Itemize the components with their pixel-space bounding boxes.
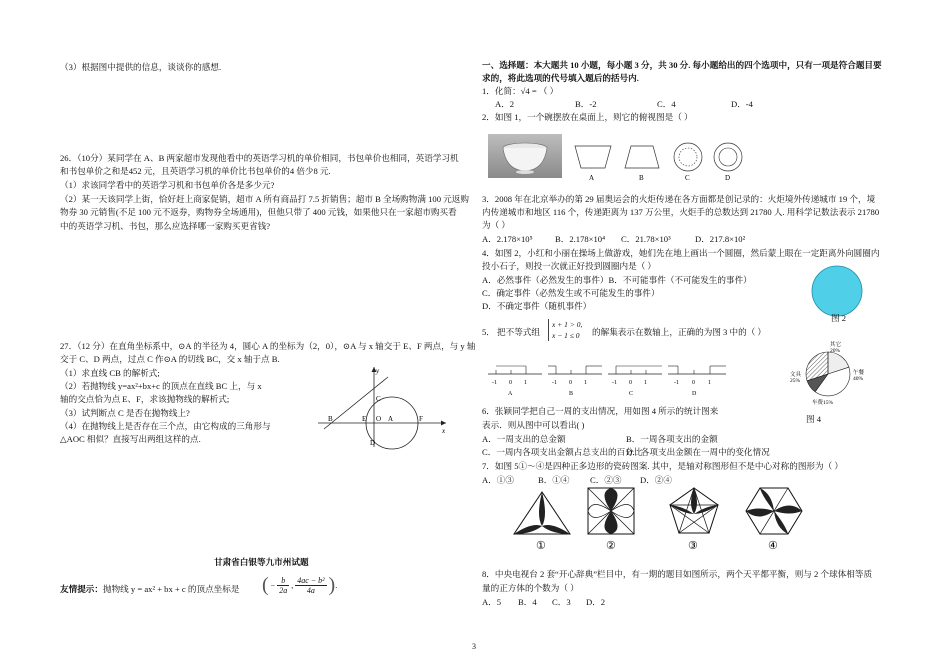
q3-line3: 为（ ） xyxy=(482,220,510,230)
q6-opt-b: B．一周各项支出的金额 xyxy=(626,434,718,444)
nlb-label: B xyxy=(569,391,574,397)
fig-label-f: F xyxy=(419,415,423,423)
q27-line1: 27．（12 分）在直角坐标系中，⊙A 的半径为 4，圆心 A 的坐标为（2，0），⊙A 与 x 轴交于 E、F 两点，与 y 轴 xyxy=(60,341,476,351)
fig-label-b: B xyxy=(328,415,333,423)
fig-label-d: D xyxy=(370,439,376,447)
pie-other-label: 其它 xyxy=(830,342,842,348)
tile-2 xyxy=(588,488,634,552)
q6-line1: 6．张颖同学把自己一周的支出情况，用如图 4 所示的统计图来 xyxy=(482,406,719,416)
section1-line1: 一、选择题：本大题共 10 小题，每小题 3 分，共 30 分. 每小题给出的四个选项中，只有一项是符合题目要 xyxy=(482,60,882,70)
q26-line2: 和书包单价之和是452 元，且英语学习机的单价比书包单价的4 倍少8 元. xyxy=(60,166,331,176)
q3-opt-c: C．21.78×10³ xyxy=(621,234,671,244)
nla-tick-1: 1 xyxy=(524,380,527,386)
q7-opt-c: C．②③ xyxy=(590,475,622,485)
pie-lunch-pct: 40% xyxy=(853,376,864,382)
figure4-label: 图 4 xyxy=(806,414,822,424)
pie-stationery-label: 文具 xyxy=(790,372,802,378)
q8-opt-d: D．2 xyxy=(586,597,606,607)
q2-text: 2．如图 1，一个碗摆放在桌面上，则它的俯视图是（ ） xyxy=(482,112,693,122)
nlb-tick-neg1: -1 xyxy=(552,380,557,386)
tip-label: 友情提示： xyxy=(60,584,103,594)
vertex-x: $\frac{b}{2a}$ xyxy=(279,576,288,595)
q3-opt-a: A．2.178×10⁵ xyxy=(482,234,533,244)
nlc-tick-1: 1 xyxy=(644,380,647,386)
q3-line1: 3．2008 年在北京举办的第 29 届奥运会的火炬传递在各方面都是创记录的：火炬境外传递城市 19 个，境 xyxy=(482,194,876,204)
q3-opt-b: B．2.178×10⁴ xyxy=(555,234,606,244)
bowl-photo xyxy=(488,134,562,178)
tile-3-num: ③ xyxy=(688,540,698,552)
fig-label-y: y xyxy=(376,367,380,375)
q27-line6: （3）试判断点 C 是否在抛物线上? xyxy=(60,408,190,418)
tile-2-num: ② xyxy=(606,540,616,552)
q26-line6: 中的英语学习机、书包，那么应选择哪一家购买更省钱? xyxy=(60,221,271,231)
nld-tick-neg1: -1 xyxy=(674,380,679,386)
tile-1-num: ① xyxy=(536,540,546,552)
q2-label-b: B xyxy=(639,174,644,182)
nla-label: A xyxy=(508,391,513,397)
q27-line8: △AOC 相似？直接写出两组这样的点. xyxy=(60,434,201,444)
q2-label-a: A xyxy=(589,174,595,182)
nlb-tick-0: 0 xyxy=(569,380,572,386)
nlc-tick-0: 0 xyxy=(629,380,632,386)
q2-label-c: C xyxy=(685,174,690,182)
q26-line3: （1）求该同学看中的英语学习机和书包单价各是多少元? xyxy=(60,180,275,190)
q7-opt-a: A．①③ xyxy=(482,475,514,485)
figure4-pie-chart xyxy=(790,338,870,408)
q5-number-lines xyxy=(486,362,736,402)
pie-other-pct: 20% xyxy=(830,348,841,354)
figure2-circle xyxy=(810,264,870,314)
q4-opt-d: D．不确定事件（随机事件） xyxy=(482,301,592,311)
q8-opt-c: C．3 xyxy=(552,597,571,607)
q27-line3: （1）求直线 CB 的解析式; xyxy=(60,368,160,378)
q2-label-d: D xyxy=(725,174,731,182)
pie-lunch-label: 午餐 xyxy=(853,370,865,376)
q25-part3: （3）根据图中提供的信息，谈谈你的感想. xyxy=(60,62,222,72)
numberline-d xyxy=(668,366,726,397)
fig-label-o: O xyxy=(376,415,382,423)
q1-opt-b: B．-2 xyxy=(575,99,597,109)
q4-opt-ab: A．必然事件（必然发生的事件）B．不可能事件（不可能发生的事件） xyxy=(482,275,752,285)
fig-label-x: x xyxy=(442,427,446,435)
nld-tick-0: 0 xyxy=(692,380,695,386)
nla-tick-neg1: -1 xyxy=(492,380,497,386)
q27-line7: （4）在抛物线上是否存在三个点，由它构成的三角形与 xyxy=(60,421,271,431)
q4-opt-c: C．确定事件（必然发生或不可能发生的事件） xyxy=(482,288,660,298)
q6-opt-c: C．一周内各项支出金额占总支出的百分比 xyxy=(482,447,643,457)
pie-stationery-pct: 25% xyxy=(790,378,801,384)
page-number: 3 xyxy=(472,642,476,651)
q7-opt-b: B．①④ xyxy=(538,475,570,485)
section1-line2: 求的，将此选项的代号填入题后的括号内. xyxy=(482,73,639,83)
q3-line2: 内传递城市和地区 116 个，传递距离为 137 万公里，火炬手的总数达到 21780 人. 用科学记数法表示 21780 xyxy=(482,207,880,217)
q5-ineq1: x + 1 > 0, xyxy=(552,320,583,329)
q27-line5: 轴的交点恰为点 E、F，求该抛物线的解析式; xyxy=(60,394,230,404)
q1-opt-d: D．-4 xyxy=(731,99,753,109)
numberline-b xyxy=(548,366,602,397)
q8-opt-a: A．5 xyxy=(482,597,502,607)
q26-line5: 物券 30 元销售(不足 100 元不返券，购物券全场通用)，但他只带了 400 元钱，如果他只在一家超市购买看 xyxy=(60,207,457,217)
q26-line4: （2）某一天该同学上街，恰好赶上商家促销，超市 A 所有商品打 7.5 折销售；超市 B 全场购物满 100 元返购 xyxy=(60,194,469,204)
friendly-tip xyxy=(60,584,239,595)
q27-line2: 交于 C、D 两点，过点 C 作⊙A 的切线 BC，交 x 轴于点 B. xyxy=(60,354,280,364)
q8-line1: 8．中央电视台 2 套“开心辞典”栏目中，有一期的题目如图所示，两个天平都平衡，则与 2 个球体相等质 xyxy=(482,569,873,579)
q8-opt-b: B．4 xyxy=(518,597,537,607)
circle-coordinate-figure xyxy=(318,365,448,455)
nld-label: D xyxy=(692,391,697,397)
q7-tile-patterns xyxy=(510,486,850,554)
q6-opt-d: D．各项支出金额在一周中的变化情况 xyxy=(626,447,770,457)
q6-opt-a: A．一周支出的总金额 xyxy=(482,434,566,444)
tile-1 xyxy=(514,492,570,552)
tile-4 xyxy=(746,488,802,552)
nld-tick-1: 1 xyxy=(708,380,711,386)
q5-ineq2: x − 1 ≤ 0 xyxy=(552,331,580,340)
figure2-label: 图 2 xyxy=(831,313,847,323)
q26-line1: 26．（10分）某同学在 A、B 两家超市发现他看中的英语学习机的单价相同，书包单价也相同，英语学习机 xyxy=(60,153,459,163)
fig-label-c: C xyxy=(376,395,381,403)
numberline-c xyxy=(608,366,662,397)
tile-3 xyxy=(670,488,718,552)
tip-text: 抛物线 y = ax² + bx + c 的顶点坐标是 xyxy=(102,584,240,594)
numberline-a xyxy=(488,366,542,397)
q7-opt-d: D．②④ xyxy=(640,475,672,485)
vertex-y: $\frac{\text{4ac − b²}}{4a}$ xyxy=(297,576,325,595)
q1-opt-c: C．4 xyxy=(657,99,676,109)
q4-line1: 4．如图 2，小红和小丽在操场上做游戏，她们先在地上画出一个圆圈，然后蒙上眼在一定距离外向圆圈内 xyxy=(482,248,880,258)
q4-line2: 投小石子，则投一次就正好投到圆圈内是（ ） xyxy=(482,261,657,271)
fig-label-a: A xyxy=(388,415,394,423)
q5-text xyxy=(482,327,540,338)
pie-fare-label: 车费15% xyxy=(812,400,834,406)
vertex-formula: ( − $\frac{b}{2a}$ , $\frac{\text{4ac − b²}}{4a}$ ). xyxy=(262,574,338,596)
q1-opt-a: A．2 xyxy=(495,99,515,109)
q6-line2: 表示．则从图中可以看出( ) xyxy=(482,420,585,430)
q2-option-shapes xyxy=(573,132,743,182)
nlb-tick-1: 1 xyxy=(584,380,587,386)
q5-post: 的解集表示在数轴上，正确的为图 3 中的（ ） xyxy=(592,327,767,337)
gansu-title: 甘肃省白银等九市州试题 xyxy=(214,557,309,567)
q27-line4: （2）若抛物线 y=ax²+bx+c 的顶点在直线 BC 上，与 x xyxy=(60,381,262,391)
q5-pre: 5． 把不等式组 xyxy=(482,327,541,337)
nlc-label: C xyxy=(629,391,634,397)
q5-inequality-system xyxy=(548,319,582,341)
q1-text: 1．化简：√4 = （ ） xyxy=(482,86,559,96)
q7-text: 7．如图 5①～④是四种正多边形的瓷砖图案. 其中，是轴对称图形但不是中心对称的图形为（ ） xyxy=(482,461,843,471)
q8-line2: 量的正方体的个数为（ ） xyxy=(482,583,579,593)
tile-4-num: ④ xyxy=(768,540,778,552)
nla-tick-0: 0 xyxy=(509,380,512,386)
fig-label-e: E xyxy=(362,415,367,423)
q3-opt-d: D．217.8×10² xyxy=(695,234,746,244)
nlc-tick-neg1: -1 xyxy=(612,380,617,386)
